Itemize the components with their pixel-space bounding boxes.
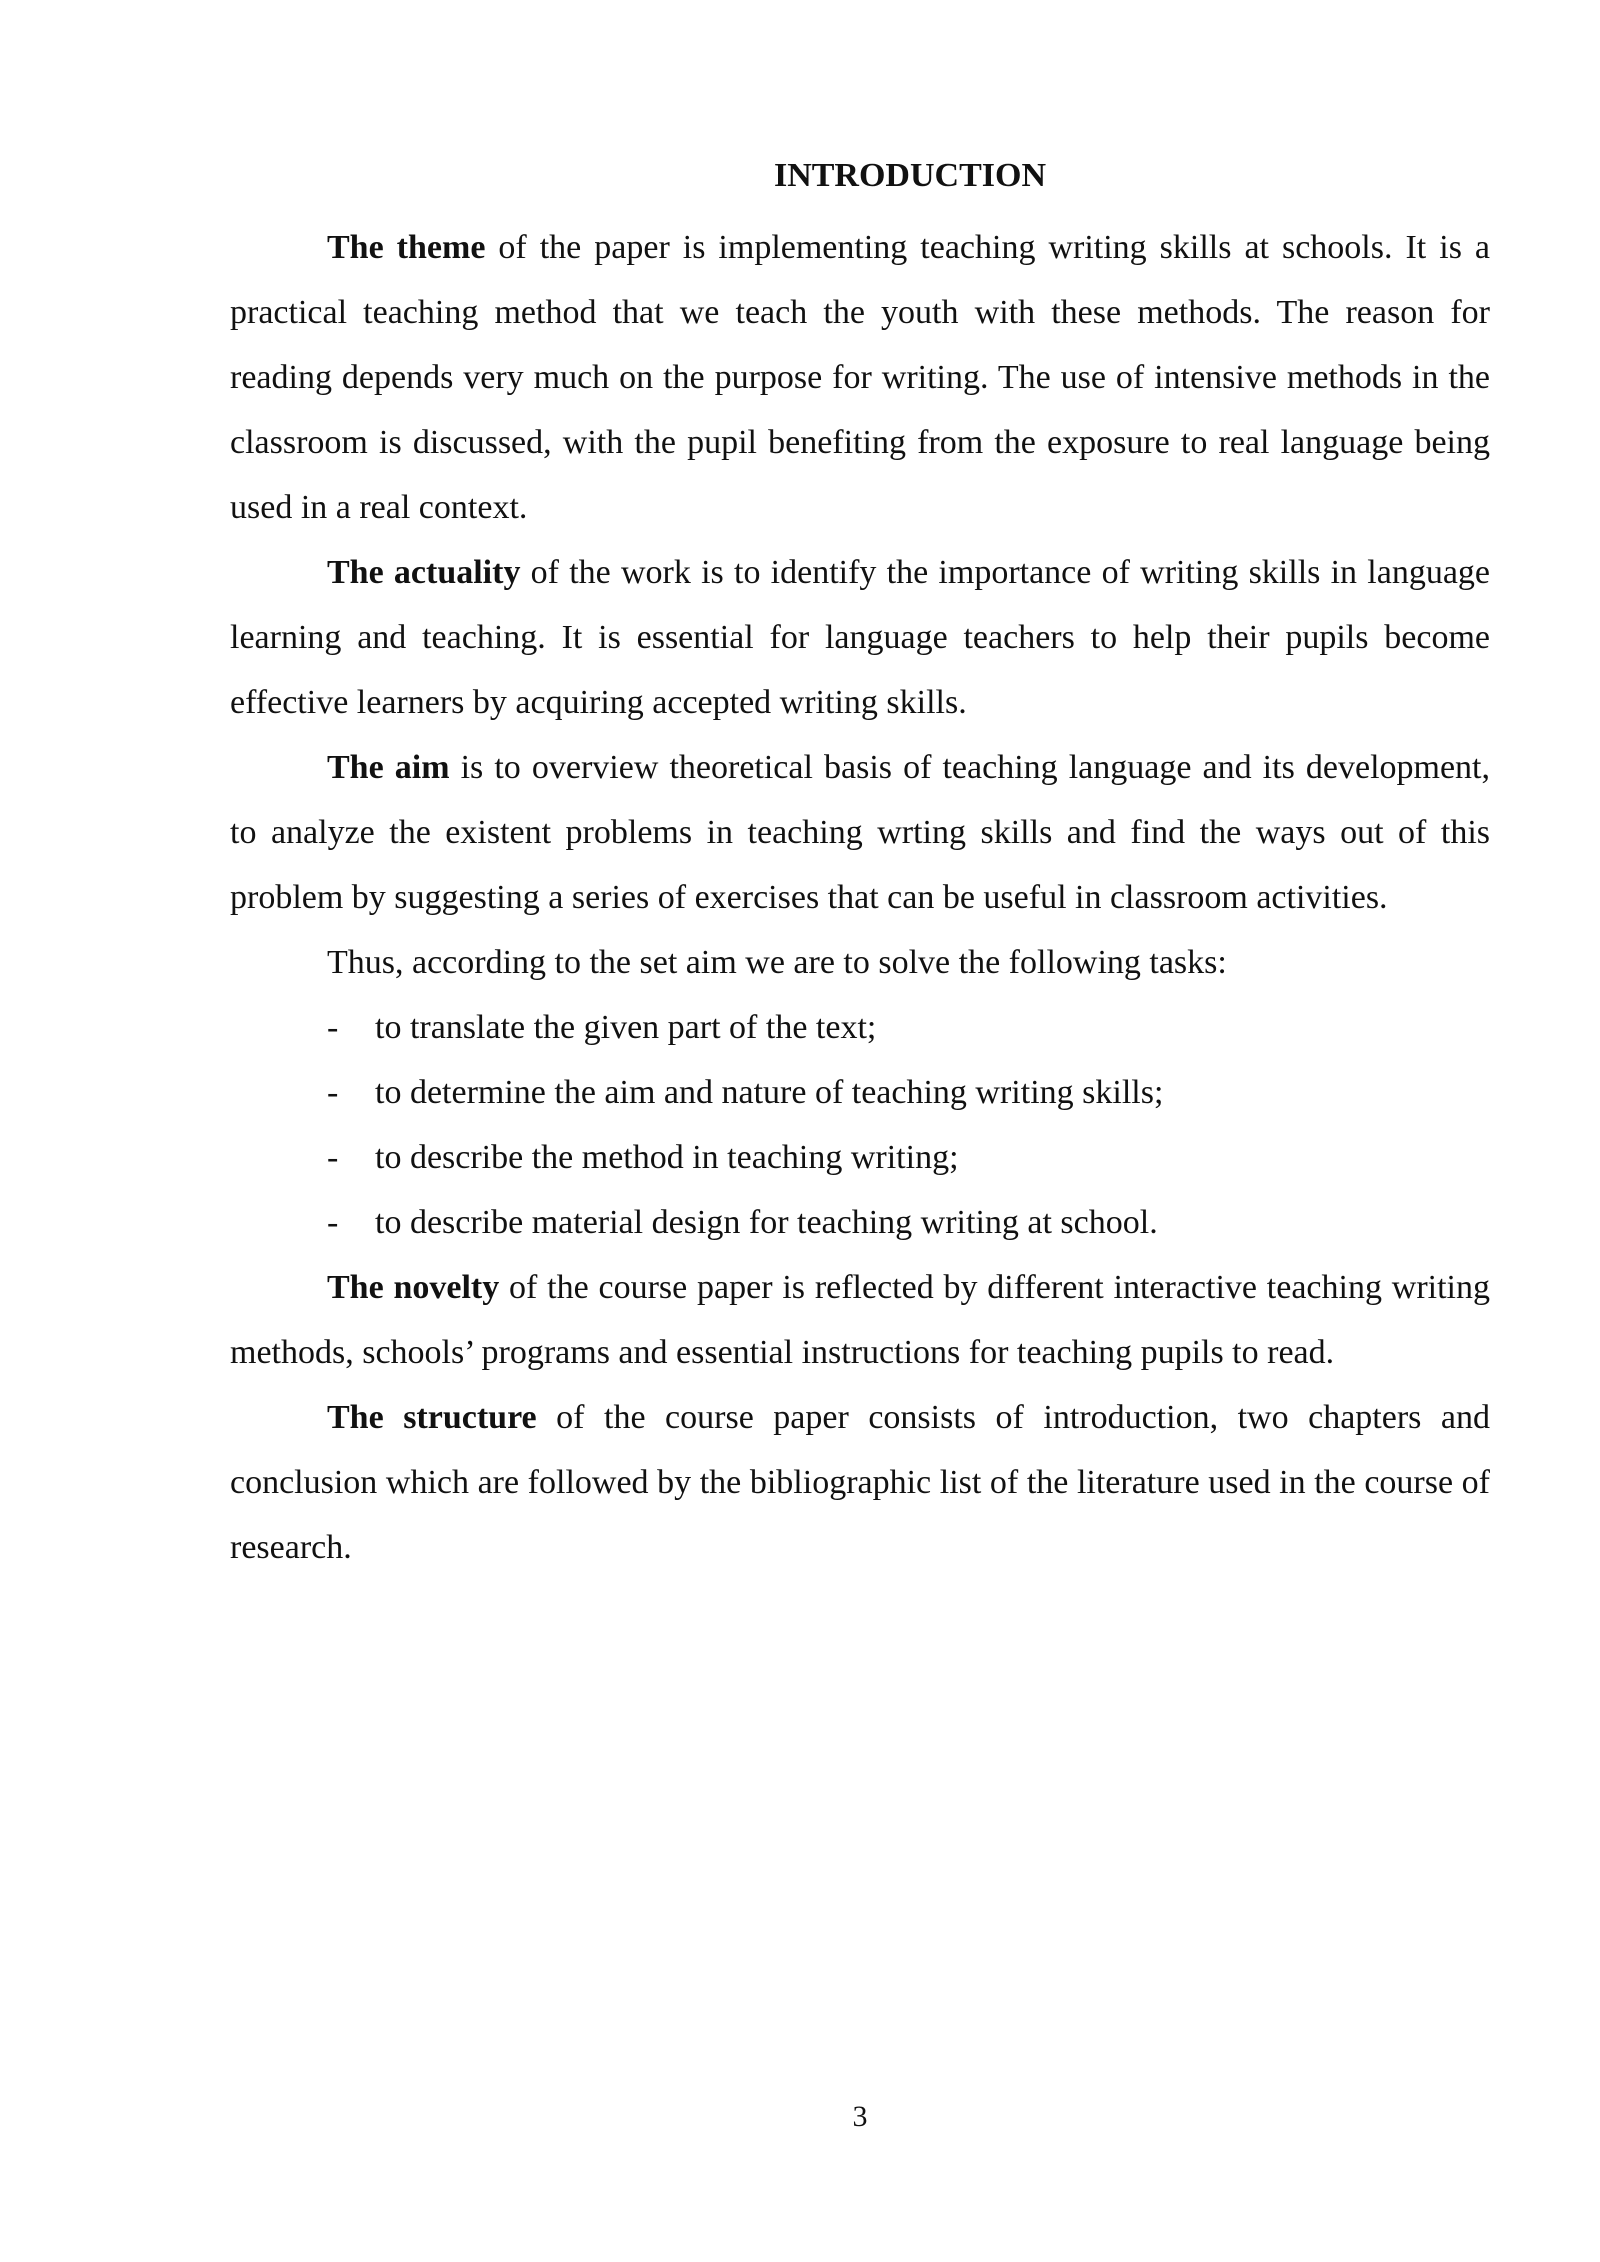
list-dash: - — [327, 1074, 339, 1111]
list-item — [230, 1060, 1490, 1125]
paragraph-aim — [230, 735, 1490, 930]
paragraph-structure — [230, 1385, 1490, 1580]
list-item-text: to describe material design for teaching writing at school. — [375, 1204, 1158, 1241]
document-page — [230, 150, 1490, 1580]
list-item-text: to describe the method in teaching writing; — [375, 1139, 959, 1176]
paragraph-text: of the paper is implementing teaching writing skills at schools. It is a practical teaching method that we teach the youth with these methods. The reason for reading depends very much on the purpose for writing. The use of intensive methods in the classroom is discussed, with the pupil benefiting from the exposure to real language being used in a real context. — [230, 229, 1491, 526]
paragraph-novelty — [230, 1255, 1490, 1385]
paragraph-text: of the course paper consists of introduction, two chapters and conclusion which are followed by the bibliographic list of the literature used in the course of research. — [230, 1399, 1490, 1566]
list-item — [230, 1190, 1490, 1255]
list-item-text: to translate the given part of the text; — [375, 1009, 877, 1046]
paragraph-text: of the course paper is reflected by different interactive teaching writing methods, schools’ programs and essential instructions for teaching pupils to read. — [230, 1269, 1490, 1371]
paragraph-lead: The theme — [327, 229, 486, 266]
paragraph-theme — [230, 215, 1490, 540]
tasks-intro: Thus, according to the set aim we are to solve the following tasks: — [327, 944, 1227, 981]
paragraph-text: is to overview theoretical basis of teaching language and its development, to analyze the existent problems in teaching wrting skills and find the ways out of this problem by suggesting a series of exercises that can be useful in classroom activities. — [230, 749, 1490, 916]
list-dash: - — [327, 1139, 339, 1176]
page-number: 3 — [852, 2100, 868, 2133]
paragraph-text: of the work is to identify the importance of writing skills in language learning and teaching. It is essential for language teachers to help their pupils become effective learners by acquiring accepted writing skills. — [230, 554, 1490, 721]
paragraph-lead: The aim — [327, 749, 450, 786]
list-dash: - — [327, 1204, 339, 1241]
list-item-text: to determine the aim and nature of teaching writing skills; — [375, 1074, 1164, 1111]
list-item — [230, 995, 1490, 1060]
paragraph-lead: The novelty — [327, 1269, 500, 1306]
paragraph-actuality — [230, 540, 1490, 735]
paragraph-lead: The structure — [327, 1399, 537, 1436]
list-item — [230, 1125, 1490, 1190]
task-list — [230, 995, 1490, 1255]
list-dash: - — [327, 1009, 339, 1046]
paragraph-lead: The actuality — [327, 554, 521, 591]
page-title: INTRODUCTION — [773, 157, 1047, 194]
